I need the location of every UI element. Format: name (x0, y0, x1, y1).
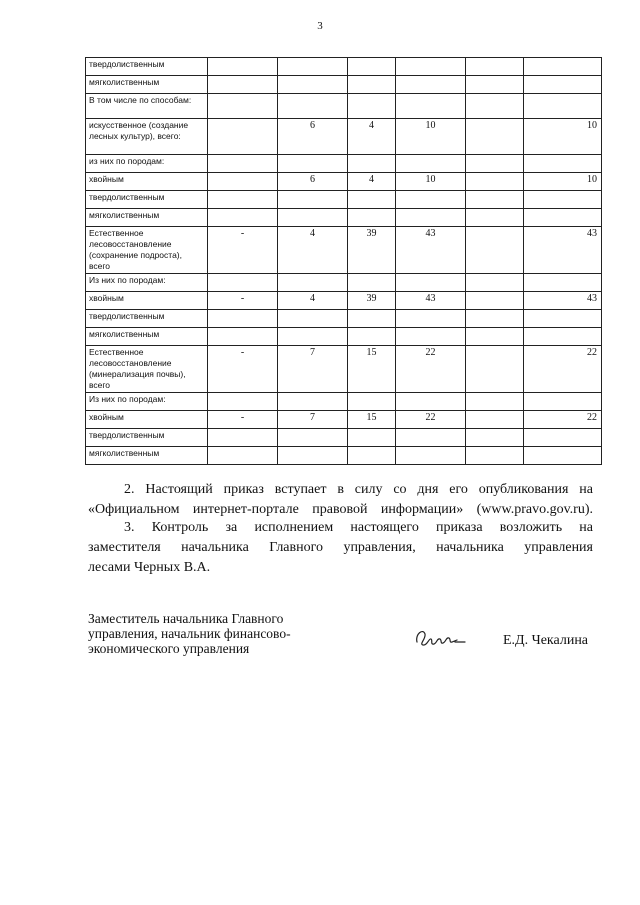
cell-col-3 (348, 310, 396, 328)
cell-col-3 (348, 76, 396, 94)
cell-col-2 (278, 328, 348, 346)
row-label: В том числе по способам: (86, 94, 208, 119)
table-row (86, 94, 602, 119)
cell-col-4 (396, 58, 466, 76)
cell-col-6: 43 (524, 227, 602, 274)
cell-col-5 (466, 411, 524, 429)
cell-col-1: - (208, 292, 278, 310)
cell-col-3: 15 (348, 411, 396, 429)
paragraph-3-line-1: 3. Контроль за исполнением настоящего приказа возложить на (124, 520, 593, 535)
cell-col-1 (208, 274, 278, 292)
cell-col-5 (466, 447, 524, 465)
cell-col-6 (524, 94, 602, 119)
cell-col-3 (348, 393, 396, 411)
cell-col-5 (466, 393, 524, 411)
forest-restoration-table (85, 57, 602, 465)
cell-col-4: 10 (396, 119, 466, 155)
table-row (86, 173, 602, 191)
cell-col-4 (396, 274, 466, 292)
cell-col-5 (466, 155, 524, 173)
row-label: Естественное лесовосстановление (минерализация почвы), всего (86, 346, 208, 393)
table-row (86, 155, 602, 173)
table-row (86, 119, 602, 155)
cell-col-2 (278, 191, 348, 209)
cell-col-6 (524, 155, 602, 173)
cell-col-1: - (208, 411, 278, 429)
cell-col-1 (208, 173, 278, 191)
cell-col-4 (396, 429, 466, 447)
cell-col-4: 43 (396, 292, 466, 310)
cell-col-3 (348, 94, 396, 119)
row-label: из них по породам: (86, 155, 208, 173)
cell-col-5 (466, 209, 524, 227)
cell-col-6 (524, 191, 602, 209)
cell-col-2 (278, 58, 348, 76)
cell-col-5 (466, 310, 524, 328)
cell-col-2 (278, 274, 348, 292)
cell-col-3 (348, 58, 396, 76)
cell-col-2: 4 (278, 227, 348, 274)
cell-col-4 (396, 310, 466, 328)
cell-col-5 (466, 191, 524, 209)
cell-col-2 (278, 393, 348, 411)
cell-col-3 (348, 209, 396, 227)
table-row (86, 411, 602, 429)
handwritten-signature (413, 626, 468, 650)
table-row (86, 429, 602, 447)
table-row (86, 209, 602, 227)
cell-col-1 (208, 429, 278, 447)
signatory-position (88, 611, 291, 656)
cell-col-2 (278, 429, 348, 447)
cell-col-1 (208, 310, 278, 328)
signatory-name: Е.Д. Чекалина (503, 633, 589, 648)
cell-col-3: 15 (348, 346, 396, 393)
cell-col-2 (278, 76, 348, 94)
cell-col-5 (466, 346, 524, 393)
paragraph-2-line-1: 2. Настоящий приказ вступает в силу со дня его опубликования на (124, 482, 593, 497)
cell-col-2: 4 (278, 292, 348, 310)
cell-col-3 (348, 429, 396, 447)
cell-col-4: 22 (396, 346, 466, 393)
cell-col-2 (278, 447, 348, 465)
cell-col-6: 43 (524, 292, 602, 310)
cell-col-6 (524, 76, 602, 94)
cell-col-3: 39 (348, 227, 396, 274)
signatory-position-line-3: экономического управления (88, 641, 250, 656)
row-label: хвойным (86, 173, 208, 191)
cell-col-3: 4 (348, 173, 396, 191)
cell-col-6 (524, 429, 602, 447)
cell-col-5 (466, 58, 524, 76)
cell-col-1: - (208, 346, 278, 393)
paragraph-2 (88, 480, 593, 520)
cell-col-4 (396, 209, 466, 227)
cell-col-1 (208, 328, 278, 346)
cell-col-2 (278, 155, 348, 173)
row-label: твердолиственным (86, 191, 208, 209)
cell-col-4 (396, 94, 466, 119)
cell-col-1 (208, 209, 278, 227)
cell-col-3 (348, 274, 396, 292)
paragraph-3-line-2: заместителя начальника Главного управления, начальника управления (88, 540, 593, 555)
cell-col-6: 22 (524, 346, 602, 393)
page-number: 3 (317, 20, 323, 32)
cell-col-1 (208, 191, 278, 209)
cell-col-5 (466, 292, 524, 310)
cell-col-4 (396, 328, 466, 346)
row-label: хвойным (86, 292, 208, 310)
row-label: хвойным (86, 411, 208, 429)
table-row (86, 274, 602, 292)
paragraph-3-line-3: лесами Черных В.А. (88, 560, 211, 575)
cell-col-5 (466, 429, 524, 447)
cell-col-5 (466, 328, 524, 346)
row-label: твердолиственным (86, 310, 208, 328)
row-label: твердолиственным (86, 58, 208, 76)
table-row (86, 447, 602, 465)
paragraph-3 (88, 518, 593, 578)
table-row (86, 393, 602, 411)
row-label: твердолиственным (86, 429, 208, 447)
row-label: Из них по породам: (86, 274, 208, 292)
table-row (86, 58, 602, 76)
cell-col-6: 22 (524, 411, 602, 429)
cell-col-4 (396, 447, 466, 465)
signatory-position-line-2: управления, начальник финансово- (88, 626, 291, 641)
cell-col-2: 6 (278, 119, 348, 155)
cell-col-4: 22 (396, 411, 466, 429)
cell-col-2: 7 (278, 346, 348, 393)
cell-col-5 (466, 119, 524, 155)
cell-col-1 (208, 76, 278, 94)
cell-col-4 (396, 155, 466, 173)
cell-col-2 (278, 209, 348, 227)
cell-col-3: 4 (348, 119, 396, 155)
cell-col-6 (524, 310, 602, 328)
cell-col-1 (208, 58, 278, 76)
table-row (86, 191, 602, 209)
cell-col-4: 10 (396, 173, 466, 191)
cell-col-2: 7 (278, 411, 348, 429)
cell-col-3 (348, 447, 396, 465)
cell-col-1 (208, 393, 278, 411)
row-label: мягколиственным (86, 447, 208, 465)
table-row (86, 76, 602, 94)
cell-col-2 (278, 94, 348, 119)
cell-col-6: 10 (524, 119, 602, 155)
cell-col-2: 6 (278, 173, 348, 191)
cell-col-4: 43 (396, 227, 466, 274)
row-label: мягколиственным (86, 209, 208, 227)
cell-col-6: 10 (524, 173, 602, 191)
paragraph-2-line-2: «Официальном интернет-портале правовой информации» (www.pravo.gov.ru). (88, 502, 593, 517)
row-label: мягколиственным (86, 328, 208, 346)
cell-col-5 (466, 76, 524, 94)
cell-col-3 (348, 328, 396, 346)
cell-col-1 (208, 155, 278, 173)
cell-col-6 (524, 274, 602, 292)
table-row (86, 310, 602, 328)
cell-col-3 (348, 191, 396, 209)
cell-col-6 (524, 328, 602, 346)
cell-col-1 (208, 119, 278, 155)
cell-col-5 (466, 173, 524, 191)
cell-col-6 (524, 209, 602, 227)
cell-col-6 (524, 58, 602, 76)
cell-col-1 (208, 447, 278, 465)
cell-col-5 (466, 227, 524, 274)
cell-col-3 (348, 155, 396, 173)
table-row (86, 346, 602, 393)
cell-col-2 (278, 310, 348, 328)
cell-col-4 (396, 393, 466, 411)
row-label: Из них по породам: (86, 393, 208, 411)
signatory-position-line-1: Заместитель начальника Главного (88, 611, 284, 626)
cell-col-1: - (208, 227, 278, 274)
cell-col-1 (208, 94, 278, 119)
cell-col-5 (466, 94, 524, 119)
cell-col-5 (466, 274, 524, 292)
cell-col-4 (396, 191, 466, 209)
cell-col-4 (396, 76, 466, 94)
cell-col-6 (524, 447, 602, 465)
row-label: мягколиственным (86, 76, 208, 94)
row-label: Естественное лесовосстановление (сохранение подроста), всего (86, 227, 208, 274)
table-row (86, 292, 602, 310)
cell-col-3: 39 (348, 292, 396, 310)
cell-col-6 (524, 393, 602, 411)
row-label: искусственное (создание лесных культур), всего: (86, 119, 208, 155)
table-row (86, 227, 602, 274)
table-row (86, 328, 602, 346)
